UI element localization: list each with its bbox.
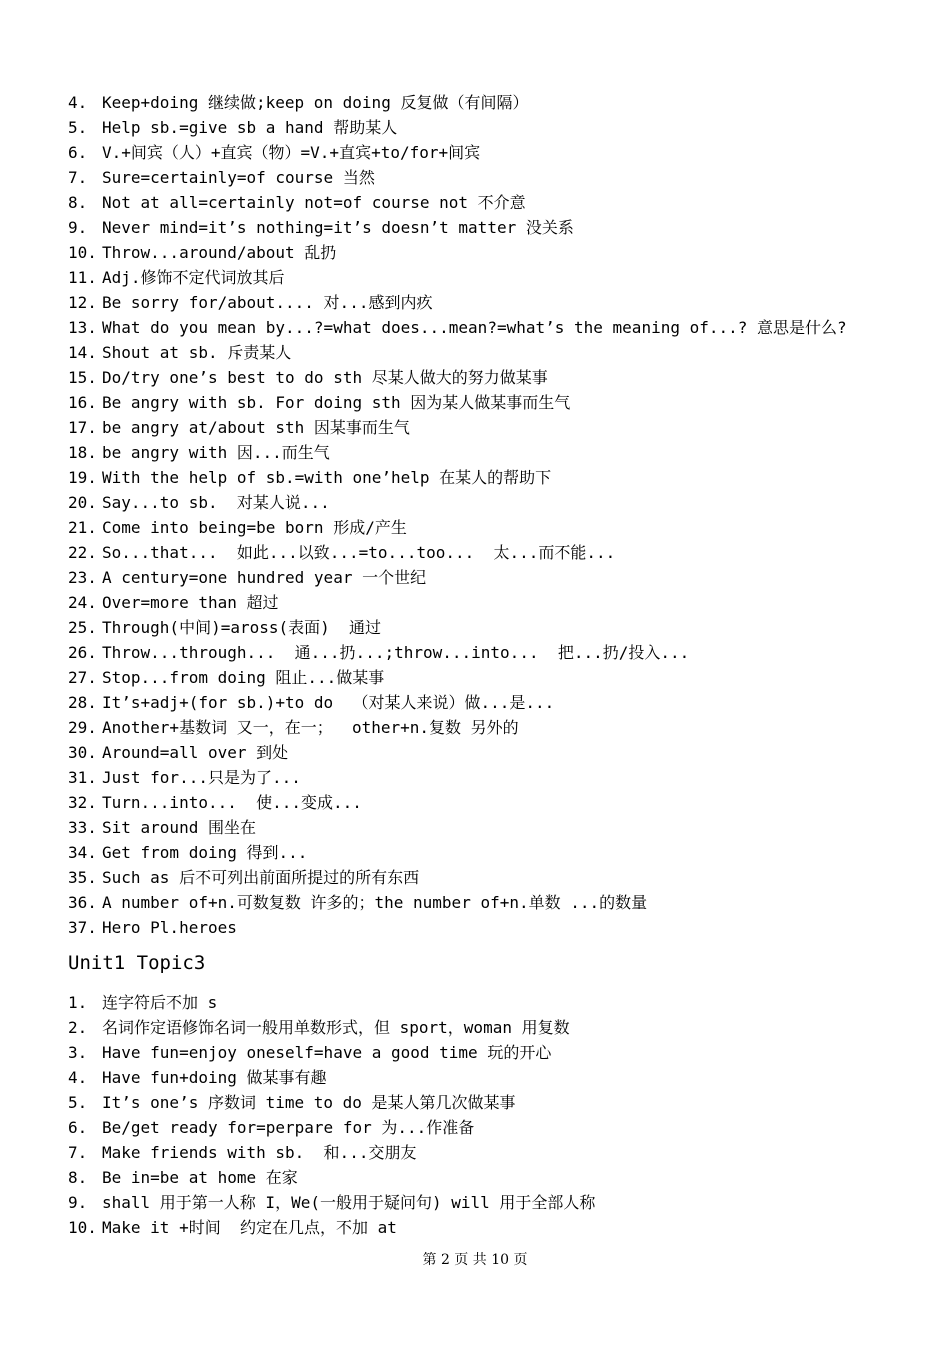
item-text: shall 用于第一人称 I，We(一般用于疑问句) will 用于全部人称: [102, 1193, 596, 1212]
item-text: Be/get ready for=perpare for 为...作准备: [102, 1118, 475, 1137]
item-number: 2.: [68, 1018, 88, 1037]
list-item: [68, 1140, 595, 1165]
item-text: be angry with 因...而生气: [102, 443, 330, 462]
list-item: [68, 990, 595, 1015]
item-text: Hero Pl.heroes: [102, 918, 237, 937]
item-number: 4.: [68, 93, 88, 112]
list-item: [68, 615, 847, 640]
item-number: 6.: [68, 143, 88, 162]
item-number: 20.: [68, 493, 97, 512]
item-number: 18.: [68, 443, 97, 462]
list-item: [68, 340, 847, 365]
list-item: [68, 440, 847, 465]
item-text: Such as 后不可列出前面所提过的所有东西: [102, 868, 420, 887]
page-footer: 第 2 页 共 10 页: [422, 1252, 528, 1268]
item-text: It’s one’s 序数词 time to do 是某人第几次做某事: [102, 1093, 516, 1112]
list-item: [68, 1115, 595, 1140]
item-number: 1.: [68, 993, 88, 1012]
item-number: 28.: [68, 693, 97, 712]
item-number: 3.: [68, 1043, 88, 1062]
item-number: 9.: [68, 1193, 88, 1212]
item-number: 14.: [68, 343, 97, 362]
item-text: Throw...around/about 乱扔: [102, 243, 337, 262]
item-number: 25.: [68, 618, 97, 637]
list-item: [68, 665, 847, 690]
item-text: 连字符后不加 s: [102, 993, 218, 1012]
list-item: [68, 740, 847, 765]
notes-list-1: [68, 90, 847, 940]
list-item: [68, 640, 847, 665]
list-item: [68, 540, 847, 565]
list-item: [68, 490, 847, 515]
notes-list-2: [68, 990, 595, 1240]
item-text: With the help of sb.=with one’help 在某人的帮助下: [102, 468, 552, 487]
list-item: [68, 1040, 595, 1065]
item-number: 34.: [68, 843, 97, 862]
item-text: Be in=be at home 在家: [102, 1168, 298, 1187]
item-number: 24.: [68, 593, 97, 612]
item-number: 5.: [68, 118, 88, 137]
item-text: Stop...from doing 阻止...做某事: [102, 668, 385, 687]
item-text: Have fun+doing 做某事有趣: [102, 1068, 327, 1087]
item-number: 21.: [68, 518, 97, 537]
item-text: Around=all over 到处: [102, 743, 289, 762]
list-item: [68, 565, 847, 590]
item-number: 5.: [68, 1093, 88, 1112]
item-text: Another+基数词 又一，在一； other+n.复数 另外的: [102, 718, 519, 737]
list-item: [68, 815, 847, 840]
item-text: Sit around 围坐在: [102, 818, 256, 837]
list-item: [68, 290, 847, 315]
item-number: 37.: [68, 918, 97, 937]
item-text: Have fun=enjoy oneself=have a good time 玩的开心: [102, 1043, 552, 1062]
item-number: 8.: [68, 1168, 88, 1187]
item-number: 17.: [68, 418, 97, 437]
item-text: be angry at/about sth 因某事而生气: [102, 418, 410, 437]
item-number: 22.: [68, 543, 97, 562]
item-text: Just for...只是为了...: [102, 768, 301, 787]
item-number: 6.: [68, 1118, 88, 1137]
item-number: 27.: [68, 668, 97, 687]
item-text: V.+间宾（人）+直宾（物）=V.+直宾+to/for+间宾: [102, 143, 481, 162]
item-number: 35.: [68, 868, 97, 887]
item-text: Help sb.=give sb a hand 帮助某人: [102, 118, 398, 137]
list-item: [68, 315, 847, 340]
item-text: Throw...through... 通...扔...;throw...into... 把...扔/投入...: [102, 643, 690, 662]
list-item: [68, 790, 847, 815]
item-number: 7.: [68, 1143, 88, 1162]
item-text: So...that... 如此...以致...=to...too... 太...而不能...: [102, 543, 616, 562]
list-item: [68, 865, 847, 890]
item-number: 12.: [68, 293, 97, 312]
item-text: Get from doing 得到...: [102, 843, 308, 862]
item-number: 15.: [68, 368, 97, 387]
item-text: 名词作定语修饰名词一般用单数形式，但 sport，woman 用复数: [102, 1018, 570, 1037]
item-number: 4.: [68, 1068, 88, 1087]
list-item: [68, 690, 847, 715]
item-text: Make friends with sb. 和...交朋友: [102, 1143, 417, 1162]
item-number: 11.: [68, 268, 97, 287]
item-text: Through(中间)=aross(表面) 通过: [102, 618, 382, 637]
list-item: [68, 890, 847, 915]
item-text: Do/try one’s best to do sth 尽某人做大的努力做某事: [102, 368, 548, 387]
list-item: [68, 165, 847, 190]
item-text: A number of+n.可数复数 许多的；the number of+n.单数 ...的数量: [102, 893, 648, 912]
item-text: Be angry with sb. For doing sth 因为某人做某事而生气: [102, 393, 571, 412]
list-item: [68, 265, 847, 290]
item-text: Never mind=it’s nothing=it’s doesn’t matter 没关系: [102, 218, 574, 237]
list-item: [68, 215, 847, 240]
list-item: [68, 390, 847, 415]
item-number: 26.: [68, 643, 97, 662]
list-item: [68, 715, 847, 740]
list-item: [68, 840, 847, 865]
list-item: [68, 190, 847, 215]
list-item: [68, 1165, 595, 1190]
item-text: Be sorry for/about.... 对...感到内疚: [102, 293, 433, 312]
list-item: [68, 1215, 595, 1240]
item-number: 32.: [68, 793, 97, 812]
item-text: Sure=certainly=of course 当然: [102, 168, 375, 187]
item-text: Not at all=certainly not=of course not 不介意: [102, 193, 526, 212]
list-item: [68, 115, 847, 140]
list-item: [68, 590, 847, 615]
item-text: Over=more than 超过: [102, 593, 279, 612]
item-text: Make it +时间 约定在几点，不加 at: [102, 1218, 397, 1237]
list-item: [68, 365, 847, 390]
list-item: [68, 915, 847, 940]
item-number: 16.: [68, 393, 97, 412]
item-text: A century=one hundred year 一个世纪: [102, 568, 427, 587]
list-item: [68, 465, 847, 490]
item-text: Keep+doing 继续做;keep on doing 反复做（有间隔）: [102, 93, 529, 112]
item-number: 10.: [68, 243, 97, 262]
item-number: 13.: [68, 318, 97, 337]
item-number: 33.: [68, 818, 97, 837]
list-item: [68, 1090, 595, 1115]
list-item: [68, 515, 847, 540]
item-text: Shout at sb. 斥责某人: [102, 343, 292, 362]
list-item: [68, 240, 847, 265]
section-title: Unit1 Topic3: [68, 952, 206, 974]
list-item: [68, 140, 847, 165]
item-text: Adj.修饰不定代词放其后: [102, 268, 285, 287]
list-item: [68, 90, 847, 115]
list-item: [68, 415, 847, 440]
item-number: 19.: [68, 468, 97, 487]
item-number: 7.: [68, 168, 88, 187]
item-number: 30.: [68, 743, 97, 762]
list-item: [68, 765, 847, 790]
list-item: [68, 1015, 595, 1040]
item-text: Say...to sb. 对某人说...: [102, 493, 330, 512]
item-text: Turn...into... 使...变成...: [102, 793, 362, 812]
item-number: 23.: [68, 568, 97, 587]
item-number: 9.: [68, 218, 88, 237]
list-item: [68, 1065, 595, 1090]
item-number: 8.: [68, 193, 88, 212]
item-number: 29.: [68, 718, 97, 737]
item-text: It’s+adj+(for sb.)+to do （对某人来说）做...是...: [102, 693, 555, 712]
item-text: Come into being=be born 形成/产生: [102, 518, 407, 537]
item-text: What do you mean by...?=what does...mean?=what’s the meaning of...? 意思是什么?: [102, 318, 847, 337]
item-number: 36.: [68, 893, 97, 912]
item-number: 31.: [68, 768, 97, 787]
item-number: 10.: [68, 1218, 97, 1237]
list-item: [68, 1190, 595, 1215]
